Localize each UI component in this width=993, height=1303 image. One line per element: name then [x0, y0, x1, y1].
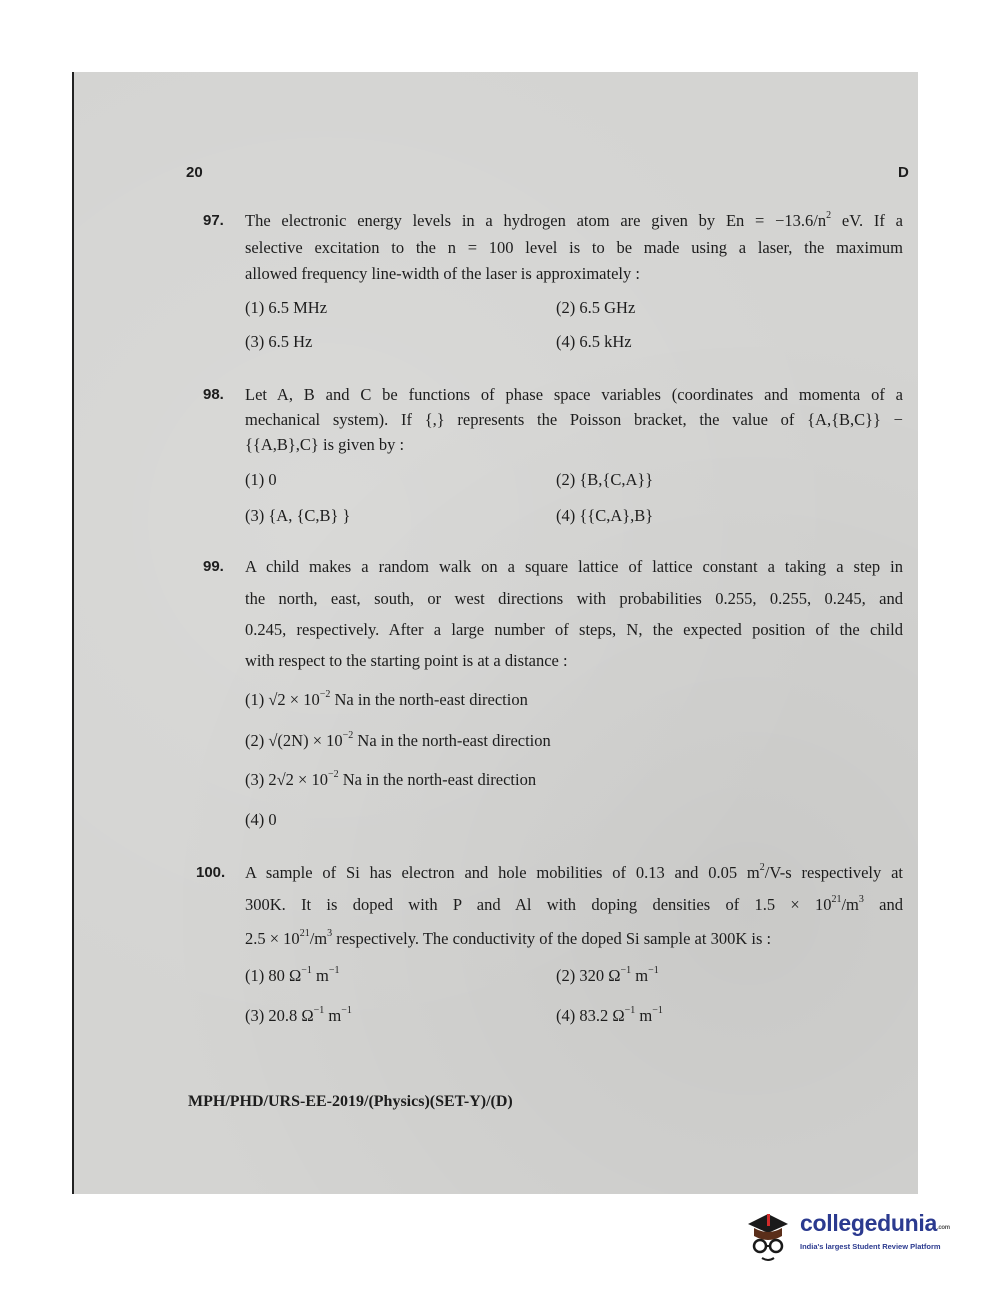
collegedunia-logo: [738, 1206, 968, 1266]
paper-code-footer: MPH/PHD/URS-EE-2019/(Physics)(SET-Y)/(D): [188, 1093, 513, 1110]
answer-option: (4) 0: [245, 810, 277, 829]
answer-option: (2) $√(2N) \times 10^{-2}$ Na in the north-east direction: [245, 730, 551, 750]
logo-tagline: India's largest Student Review Platform: [800, 1242, 941, 1251]
answer-option: (2) {B,{C,A}}: [556, 470, 654, 489]
answer-option: (1) 0: [245, 470, 277, 489]
answer-option: (4) {{C,A},B}: [556, 506, 654, 525]
question-text-line: A sample of Si has electron and hole mobilities of 0.13 and 0.05 $m^2/V-s$ respectively at: [245, 862, 903, 882]
question-text-line: $2.5 \times 10^{21}/m^3$ respectively. The conductivity of the doped Si sample at 300K is :: [245, 928, 772, 948]
answer-option: (3) $2√2 \times 10^{-2}$ Na in the north-east direction: [245, 769, 537, 789]
logo-wordmark: collegedunia.com: [800, 1210, 950, 1236]
answer-option: (4) 83.2 $\Omega^{-1}$ $m^{-1}$: [556, 1005, 663, 1025]
question-text-line: 0.245, respectively. After a large number of steps, N, the expected position of the child: [245, 620, 903, 639]
question-text-line: selective excitation to the n = 100 level is to be made using a laser, the maximum: [245, 238, 903, 257]
graduate-mascot-icon: [738, 1206, 798, 1266]
answer-option: (4) 6.5 kHz: [556, 332, 632, 351]
answer-option: (2) 6.5 GHz: [556, 298, 636, 317]
question-text-line: with respect to the starting point is at a distance :: [245, 651, 568, 670]
question-text-line: the north, east, south, or west directions with probabilities 0.255, 0.255, 0.245, and: [245, 589, 903, 608]
question-number: 98.: [203, 386, 224, 403]
question-text-line: The electronic energy levels in a hydrogen atom are given by $En = -13.6/n^2$ eV. If a: [245, 210, 903, 230]
answer-option: (1) 6.5 MHz: [245, 298, 328, 317]
page-edge-line: [72, 72, 74, 1194]
question-text-line: A child makes a random walk on a square lattice of lattice constant a taking a step in: [245, 557, 903, 576]
question-text-line: {{A,B},C} is given by :: [245, 435, 405, 454]
answer-option: (3) 6.5 Hz: [245, 332, 313, 351]
question-text-line: allowed frequency line-width of the laser is approximately :: [245, 264, 640, 283]
question-number: 100.: [196, 864, 226, 881]
question-text-line: Let A, B and C be functions of phase space variables (coordinates and momenta of a: [245, 385, 903, 404]
question-text-line: 300K. It is doped with P and Al with doping densities of $1.5 \times 10^{21}/m^3$ and: [245, 894, 903, 914]
page-number: 20: [186, 164, 203, 181]
answer-option: (3) 20.8 $\Omega^{-1}$ $m^{-1}$: [245, 1005, 352, 1025]
question-number: 97.: [203, 212, 224, 229]
answer-option: (2) 320 $\Omega^{-1}$ $m^{-1}$: [556, 965, 659, 985]
question-text-line: mechanical system). If {,} represents the Poisson bracket, the value of {A,{B,C}} −: [245, 410, 903, 429]
question-number: 99.: [203, 558, 224, 575]
answer-option: (3) {A, {C,B} }: [245, 506, 351, 525]
set-label: D: [898, 164, 909, 181]
answer-option: (1) 80 $\Omega^{-1}$ $m^{-1}$: [245, 965, 340, 985]
answer-option: (1) $√2 \times 10^{-2}$ Na in the north-east direction: [245, 689, 528, 709]
